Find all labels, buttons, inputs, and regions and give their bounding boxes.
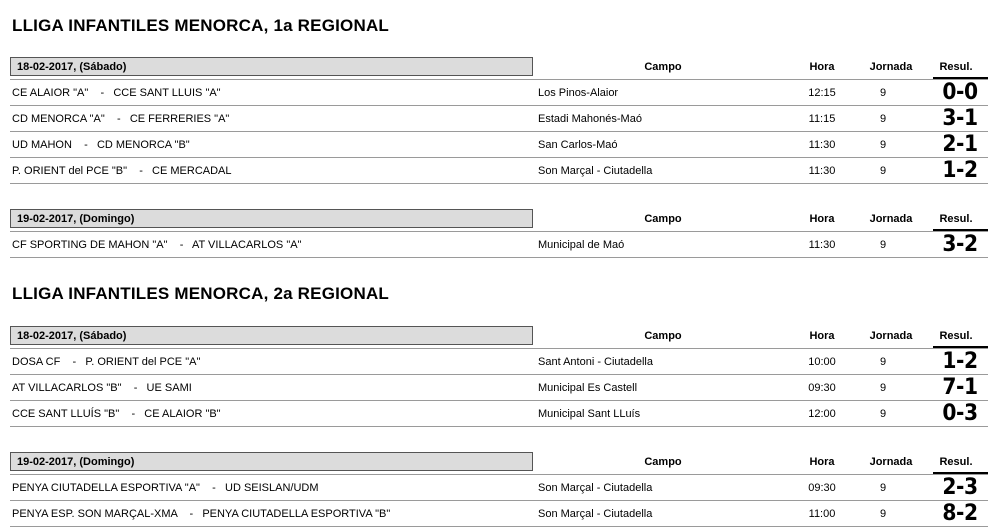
match-row [10, 106, 988, 132]
date-header: 19-02-2017, (Domingo) [10, 209, 533, 228]
match-teams: CE ALAIOR "A" - CCE SANT LLUIS "A" [12, 87, 221, 99]
match-time: 12:15 [808, 87, 836, 99]
match-jornada: 9 [879, 139, 887, 151]
match-venue: Sant Antoni - Ciutadella [538, 356, 653, 368]
block-header [10, 57, 988, 79]
match-row [10, 158, 988, 184]
date-header: 19-02-2017, (Domingo) [10, 452, 533, 471]
match-teams: AT VILLACARLOS "B" - UE SAMI [12, 382, 192, 394]
match-result: 0-0 [942, 80, 978, 105]
campo-header: Campo [644, 213, 682, 225]
match-row [10, 132, 988, 158]
jornada-header: Jornada [869, 456, 913, 468]
match-jornada: 9 [879, 482, 887, 494]
hora-header: Hora [809, 61, 835, 73]
hora-header: Hora [809, 213, 835, 225]
match-row [10, 80, 988, 106]
match-teams: CF SPORTING DE MAHON "A" - AT VILLACARLOS "A" [12, 239, 302, 251]
match-list [10, 348, 988, 427]
match-row [10, 475, 988, 501]
result-header: Resul. [939, 61, 973, 73]
matchday-block [10, 452, 988, 527]
jornada-header: Jornada [869, 330, 913, 342]
match-teams: PENYA CIUTADELLA ESPORTIVA "A" - UD SEISLAN/UDM [12, 482, 319, 494]
match-result: 7-1 [942, 375, 978, 400]
match-list [10, 231, 988, 258]
match-result: 1-2 [942, 349, 978, 374]
match-venue: Municipal de Maó [538, 239, 625, 251]
match-jornada: 9 [879, 239, 887, 251]
date-header: 18-02-2017, (Sábado) [10, 326, 533, 345]
match-venue: Son Marçal - Ciutadella [538, 165, 653, 177]
result-header: Resul. [939, 213, 973, 225]
match-jornada: 9 [879, 87, 887, 99]
match-time: 11:15 [808, 113, 836, 125]
match-teams: CD MENORCA "A" - CE FERRERIES "A" [12, 113, 230, 125]
match-row [10, 375, 988, 401]
match-result: 8-2 [942, 501, 978, 526]
match-jornada: 9 [879, 165, 887, 177]
match-result: 3-2 [942, 232, 978, 257]
match-list [10, 79, 988, 184]
match-jornada: 9 [879, 508, 887, 520]
match-teams: CCE SANT LLUÍS "B" - CE ALAIOR "B" [12, 408, 221, 420]
block-header [10, 452, 988, 474]
match-time: 11:30 [808, 239, 836, 251]
league-title: LLIGA INFANTILES MENORCA, 1a REGIONAL [12, 16, 390, 35]
result-header: Resul. [939, 330, 973, 342]
match-venue: Municipal Es Castell [538, 382, 638, 394]
matchday-block [10, 57, 988, 184]
match-row [10, 349, 988, 375]
matchday-block [10, 326, 988, 427]
campo-header: Campo [644, 61, 682, 73]
match-time: 11:30 [808, 165, 836, 177]
result-underline [933, 472, 988, 474]
match-teams: PENYA ESP. SON MARÇAL-XMA - PENYA CIUTADELLA ESPORTIVA "B" [12, 508, 391, 520]
result-underline [933, 346, 988, 348]
match-teams: DOSA CF - P. ORIENT del PCE "A" [12, 356, 201, 368]
match-teams: P. ORIENT del PCE "B" - CE MERCADAL [12, 165, 232, 177]
match-time: 11:30 [808, 139, 836, 151]
jornada-header: Jornada [869, 61, 913, 73]
match-time: 11:00 [808, 508, 836, 520]
match-jornada: 9 [879, 382, 887, 394]
match-jornada: 9 [879, 356, 887, 368]
league-title: LLIGA INFANTILES MENORCA, 2a REGIONAL [12, 284, 390, 303]
match-row [10, 232, 988, 258]
match-result: 2-1 [942, 132, 978, 157]
match-venue: Estadi Mahonés-Maó [538, 113, 642, 125]
match-venue: Son Marçal - Ciutadella [538, 508, 653, 520]
match-time: 12:00 [808, 408, 836, 420]
match-venue: Son Marçal - Ciutadella [538, 482, 653, 494]
match-venue: San Carlos-Maó [538, 139, 618, 151]
match-result: 2-3 [942, 475, 978, 500]
block-header [10, 209, 988, 231]
block-header [10, 326, 988, 348]
match-result: 3-1 [942, 106, 978, 131]
matchday-block [10, 209, 988, 258]
date-header: 18-02-2017, (Sábado) [10, 57, 533, 76]
match-venue: Los Pinos-Alaior [538, 87, 619, 99]
match-time: 09:30 [808, 482, 836, 494]
result-underline [933, 229, 988, 231]
result-header: Resul. [939, 456, 973, 468]
campo-header: Campo [644, 330, 682, 342]
match-jornada: 9 [879, 113, 887, 125]
hora-header: Hora [809, 456, 835, 468]
match-teams: UD MAHON - CD MENORCA "B" [12, 139, 190, 151]
result-underline [933, 77, 988, 79]
match-list [10, 474, 988, 527]
match-row [10, 501, 988, 527]
match-row [10, 401, 988, 427]
campo-header: Campo [644, 456, 682, 468]
hora-header: Hora [809, 330, 835, 342]
match-jornada: 9 [879, 408, 887, 420]
match-venue: Municipal Sant LLuís [538, 408, 641, 420]
match-time: 09:30 [808, 382, 836, 394]
match-time: 10:00 [808, 356, 836, 368]
match-result: 1-2 [942, 158, 978, 183]
jornada-header: Jornada [869, 213, 913, 225]
match-result: 0-3 [942, 401, 978, 426]
